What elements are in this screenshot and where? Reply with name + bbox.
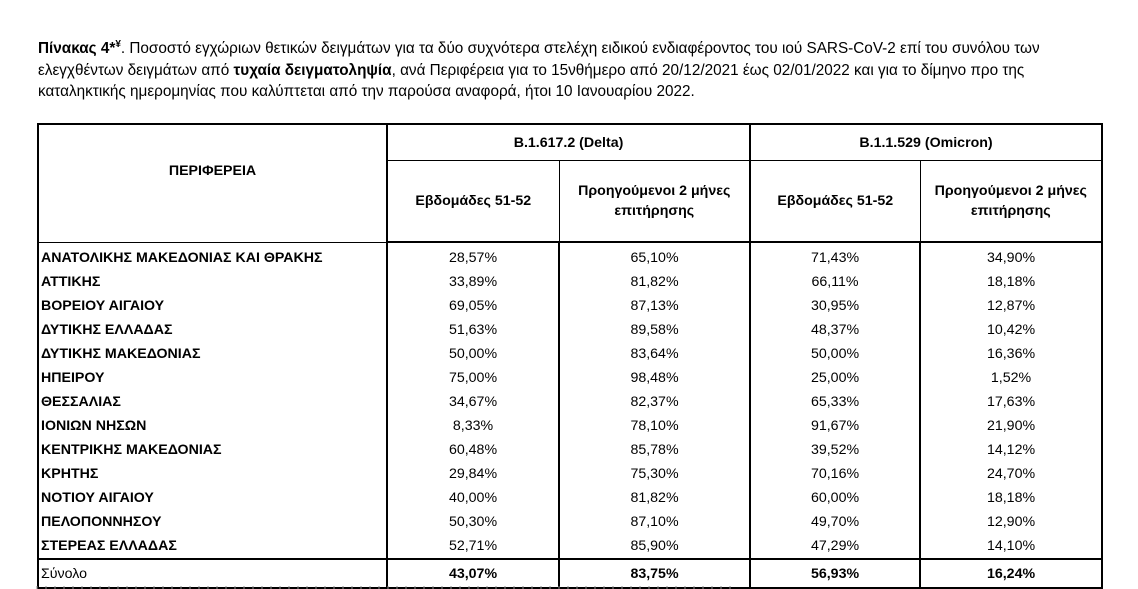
cell-omicron-2months: 14,10%	[920, 534, 1102, 559]
group-header-omicron: B.1.1.529 (Omicron)	[750, 124, 1102, 161]
cell-delta-weeks: 51,63%	[387, 318, 559, 342]
cell-delta-2months: 81,82%	[559, 486, 750, 510]
cell-delta-2months: 98,48%	[559, 366, 750, 390]
row-region: ΠΕΛΟΠΟΝΝΗΣΟΥ	[38, 510, 387, 534]
caption-text-2: , ανά Περιφέρεια για το 15νθήμερο από 20/12/2021 έως 02/01/2022 και για το δίμηνο προ της καταληκτικής ημερομηνίας που καλύπτεται από την παρούσα αναφορά, ήτοι 10 Ιανουαρίου 2022.	[38, 61, 1025, 101]
cell-delta-weeks: 29,84%	[387, 462, 559, 486]
subheader-delta-weeks: Εβδομάδες 51-52	[387, 161, 559, 243]
cell-delta-weeks: 33,89%	[387, 270, 559, 294]
total-row	[38, 559, 1102, 588]
table-group-header-row	[38, 124, 1102, 161]
cell-omicron-weeks: 66,11%	[750, 270, 920, 294]
cell-delta-2months: 87,10%	[559, 510, 750, 534]
cell-delta-2months: 83,64%	[559, 342, 750, 366]
cell-delta-weeks: 50,30%	[387, 510, 559, 534]
table-row	[38, 462, 1102, 486]
cell-delta-2months: 81,82%	[559, 270, 750, 294]
row-region: ΝΟΤΙΟΥ ΑΙΓΑΙΟΥ	[38, 486, 387, 510]
cell-delta-weeks: 69,05%	[387, 294, 559, 318]
variant-table	[37, 123, 1103, 589]
cell-delta-weeks: 28,57%	[387, 242, 559, 270]
subheader-omicron-weeks: Εβδομάδες 51-52	[750, 161, 920, 243]
cell-omicron-weeks: 70,16%	[750, 462, 920, 486]
row-region: ΑΤΤΙΚΗΣ	[38, 270, 387, 294]
caption-label: Πίνακας 4*	[38, 40, 116, 58]
row-region: ΚΡΗΤΗΣ	[38, 462, 387, 486]
table-row	[38, 414, 1102, 438]
cell-omicron-2months: 12,87%	[920, 294, 1102, 318]
cell-delta-weeks: 60,48%	[387, 438, 559, 462]
table-caption	[38, 34, 1113, 103]
cell-omicron-weeks: 25,00%	[750, 366, 920, 390]
cell-delta-2months: 82,37%	[559, 390, 750, 414]
cell-omicron-2months: 16,36%	[920, 342, 1102, 366]
row-region: ΑΝΑΤΟΛΙΚΗΣ ΜΑΚΕΔΟΝΙΑΣ ΚΑΙ ΘΡΑΚΗΣ	[38, 242, 387, 270]
total-omicron-weeks: 56,93%	[750, 559, 920, 588]
cell-omicron-2months: 18,18%	[920, 270, 1102, 294]
cell-delta-weeks: 8,33%	[387, 414, 559, 438]
table-body	[38, 242, 1102, 588]
cell-delta-weeks: 75,00%	[387, 366, 559, 390]
cell-delta-2months: 75,30%	[559, 462, 750, 486]
cell-omicron-2months: 1,52%	[920, 366, 1102, 390]
cell-omicron-2months: 18,18%	[920, 486, 1102, 510]
table-row	[38, 242, 1102, 270]
cell-delta-weeks: 50,00%	[387, 342, 559, 366]
cell-delta-weeks: 52,71%	[387, 534, 559, 559]
subheader-delta-2months: Προηγούμενοι 2 μήνες επιτήρησης	[559, 161, 750, 243]
row-region: ΙΟΝΙΩΝ ΝΗΣΩΝ	[38, 414, 387, 438]
table-row	[38, 294, 1102, 318]
caption-text-1: . Ποσοστό εγχώριων θετικών δειγμάτων για τα δύο συχνότερα στελέχη ειδικού ενδιαφέροντος του ιού SARS-CoV-2 επί του συνόλου των ελεγχθέντων δειγμάτων από	[38, 40, 1040, 79]
table-row	[38, 366, 1102, 390]
cell-omicron-weeks: 47,29%	[750, 534, 920, 559]
cell-omicron-2months: 34,90%	[920, 242, 1102, 270]
cell-omicron-weeks: 65,33%	[750, 390, 920, 414]
row-region: ΒΟΡΕΙΟΥ ΑΙΓΑΙΟΥ	[38, 294, 387, 318]
cell-omicron-weeks: 48,37%	[750, 318, 920, 342]
table-row	[38, 270, 1102, 294]
total-omicron-2months: 16,24%	[920, 559, 1102, 588]
cell-delta-2months: 65,10%	[559, 242, 750, 270]
cell-delta-weeks: 34,67%	[387, 390, 559, 414]
table-row	[38, 342, 1102, 366]
row-region: ΘΕΣΣΑΛΙΑΣ	[38, 390, 387, 414]
subheader-omicron-2months: Προηγούμενοι 2 μήνες επιτήρησης	[920, 161, 1102, 243]
cell-delta-2months: 87,13%	[559, 294, 750, 318]
total-delta-weeks: 43,07%	[387, 559, 559, 588]
cell-omicron-2months: 21,90%	[920, 414, 1102, 438]
cell-omicron-2months: 10,42%	[920, 318, 1102, 342]
cell-delta-weeks: 40,00%	[387, 486, 559, 510]
caption-label-sup: ¥	[115, 39, 121, 50]
cell-omicron-weeks: 91,67%	[750, 414, 920, 438]
cell-omicron-2months: 14,12%	[920, 438, 1102, 462]
table-row	[38, 390, 1102, 414]
table-row	[38, 318, 1102, 342]
cell-delta-2months: 78,10%	[559, 414, 750, 438]
cell-omicron-weeks: 71,43%	[750, 242, 920, 270]
cell-delta-2months: 85,78%	[559, 438, 750, 462]
region-column-header: ΠΕΡΙΦΕΡΕΙΑ	[38, 124, 387, 242]
total-delta-2months: 83,75%	[559, 559, 750, 588]
table-row	[38, 486, 1102, 510]
caption-bold: τυχαία δειγματοληψία	[233, 61, 392, 79]
row-region: ΔΥΤΙΚΗΣ ΜΑΚΕΔΟΝΙΑΣ	[38, 342, 387, 366]
cell-omicron-weeks: 39,52%	[750, 438, 920, 462]
cell-omicron-2months: 12,90%	[920, 510, 1102, 534]
row-region: ΔΥΤΙΚΗΣ ΕΛΛΑΔΑΣ	[38, 318, 387, 342]
cell-delta-2months: 85,90%	[559, 534, 750, 559]
cell-omicron-weeks: 30,95%	[750, 294, 920, 318]
table-row	[38, 438, 1102, 462]
cell-omicron-weeks: 60,00%	[750, 486, 920, 510]
group-header-delta: B.1.617.2 (Delta)	[387, 124, 750, 161]
cell-delta-2months: 89,58%	[559, 318, 750, 342]
cell-omicron-weeks: 50,00%	[750, 342, 920, 366]
row-region: ΚΕΝΤΡΙΚΗΣ ΜΑΚΕΔΟΝΙΑΣ	[38, 438, 387, 462]
table-row	[38, 534, 1102, 559]
cell-omicron-2months: 24,70%	[920, 462, 1102, 486]
cell-omicron-2months: 17,63%	[920, 390, 1102, 414]
row-region: ΗΠΕΙΡΟΥ	[38, 366, 387, 390]
row-region: ΣΤΕΡΕΑΣ ΕΛΛΑΔΑΣ	[38, 534, 387, 559]
table-row	[38, 510, 1102, 534]
cell-omicron-weeks: 49,70%	[750, 510, 920, 534]
total-label: Σύνολο	[38, 559, 387, 588]
